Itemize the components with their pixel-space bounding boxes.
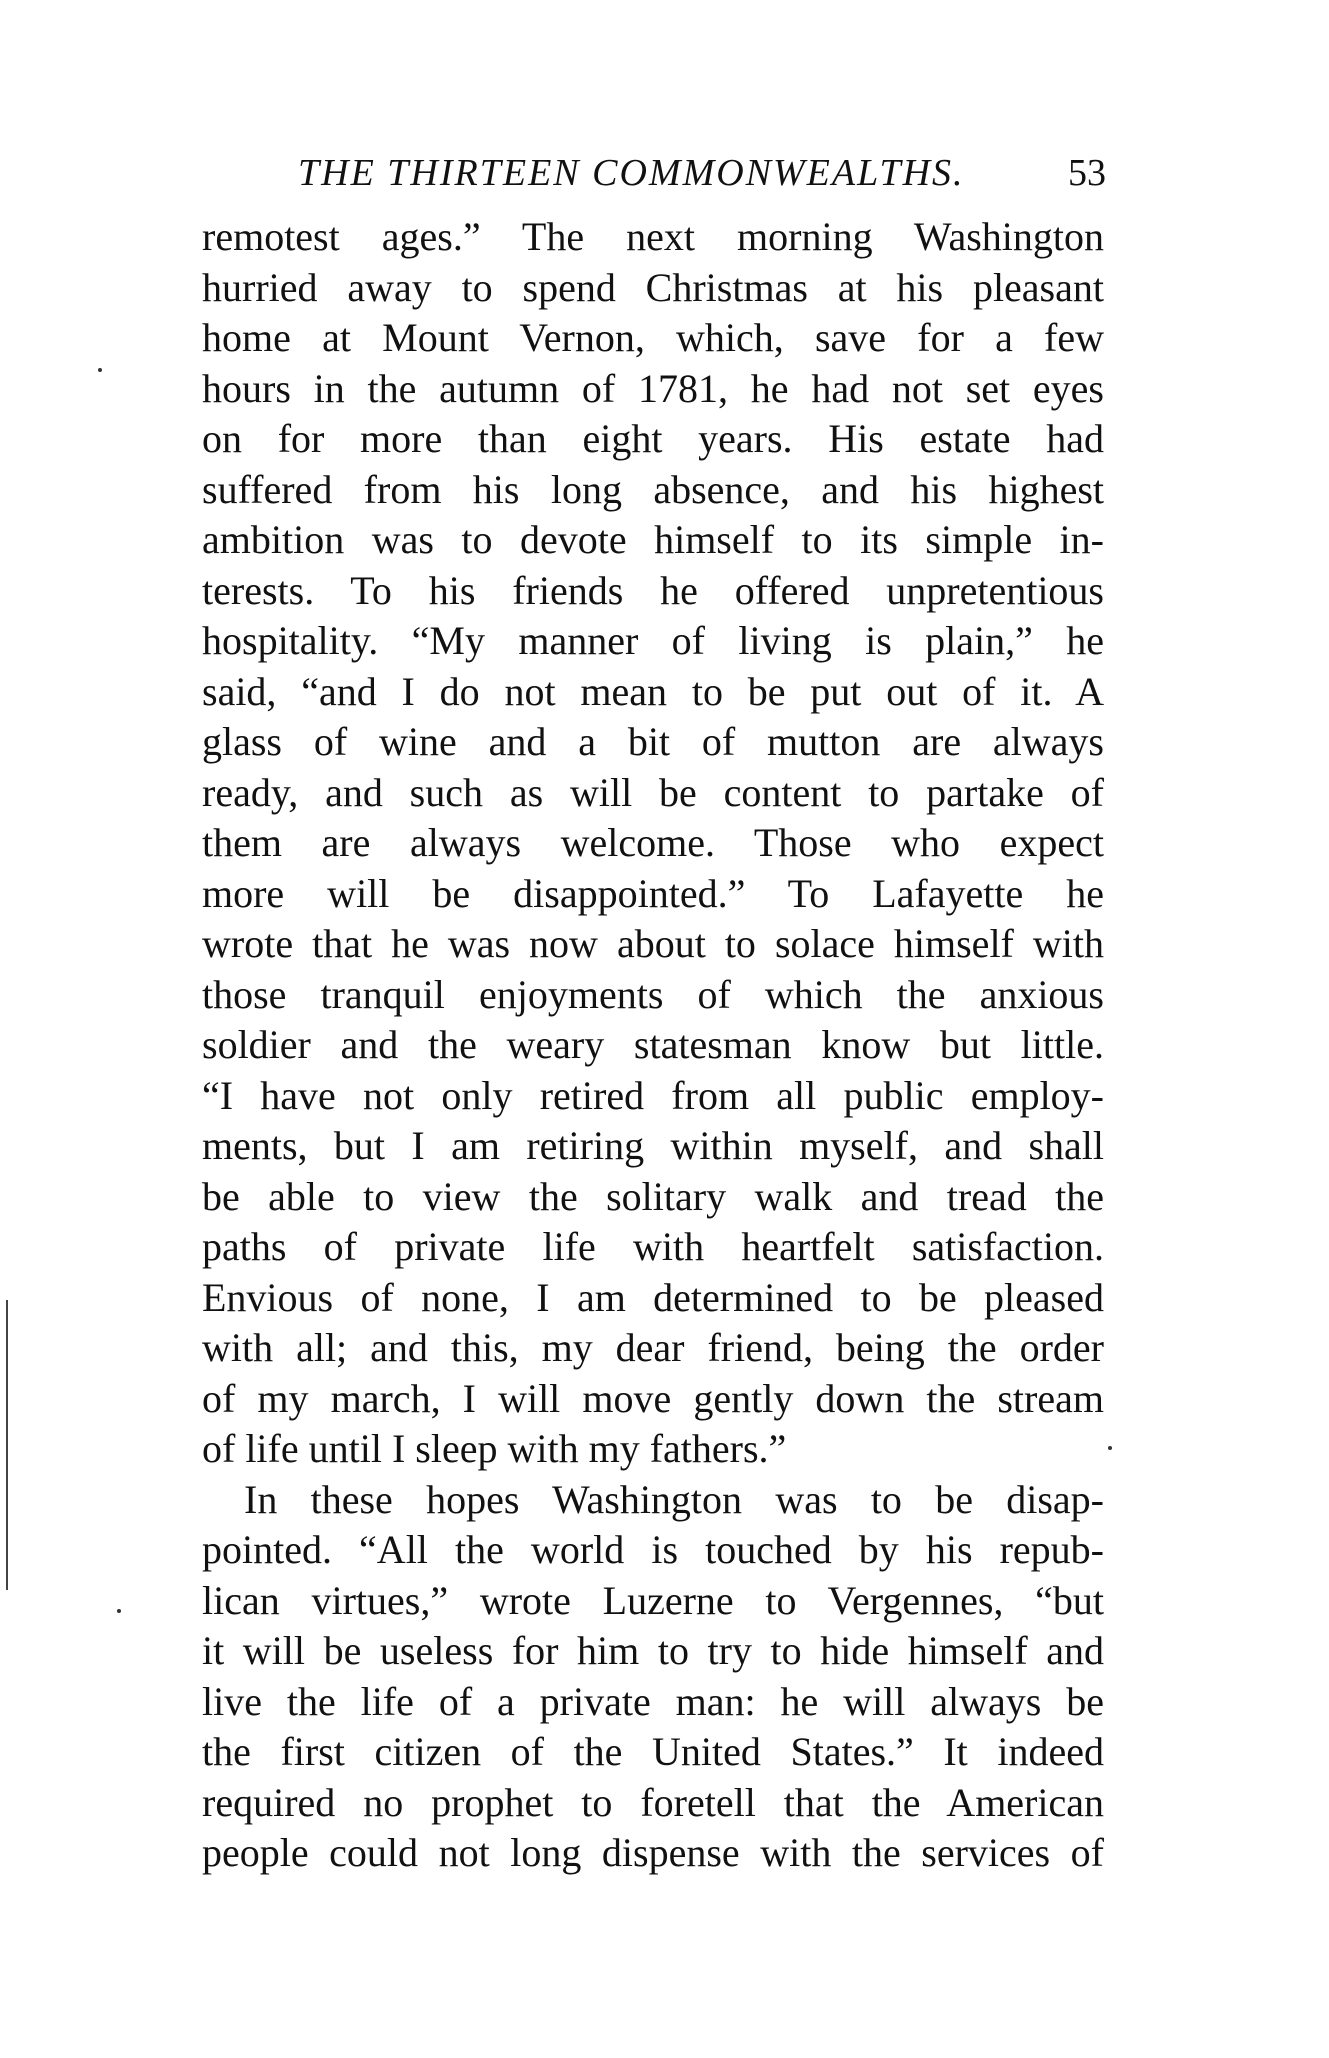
- text-line: it will be useless for him to try to hide himself and: [202, 1628, 1104, 1673]
- text-line: with all; and this, my dear friend, being the order: [202, 1325, 1104, 1370]
- scan-margin-mark: [6, 1300, 8, 1590]
- text-line: suffered from his long absence, and his highest: [202, 466, 1104, 512]
- text-line: hospitality. “My manner of living is plain,” he: [202, 618, 1104, 663]
- text-line: remotest ages.” The next morning Washington: [202, 214, 1104, 259]
- body-text: [202, 212, 1104, 1879]
- text-line: soldier and the weary statesman know but little.: [202, 1022, 1104, 1067]
- text-line: of my march, I will move gently down the stream: [202, 1375, 1104, 1421]
- text-line: hurried away to spend Christmas at his pleasant: [202, 264, 1104, 310]
- text-line: of life until I sleep with my fathers.”: [202, 1426, 787, 1471]
- text-line: lican virtues,” wrote Luzerne to Vergennes, “but: [202, 1577, 1104, 1623]
- text-line: the first citizen of the United States.” It indeed: [202, 1729, 1104, 1774]
- text-line: terests. To his friends he offered unpretentious: [202, 567, 1104, 613]
- text-line: glass of wine and a bit of mutton are always: [202, 719, 1104, 764]
- text-line: ments, but I am retiring within myself, and shall: [202, 1123, 1104, 1168]
- running-head-title: THE THIRTEEN COMMONWEALTHS.: [298, 152, 965, 194]
- scan-speck: [1108, 1446, 1112, 1450]
- text-line: wrote that he was now about to solace himself with: [202, 921, 1104, 966]
- text-line: ready, and such as will be content to partake of: [202, 769, 1104, 815]
- text-line: “I have not only retired from all public employ-: [202, 1072, 1104, 1118]
- page-number: 53: [1068, 152, 1106, 194]
- text-line: them are always welcome. Those who expect: [202, 820, 1104, 865]
- scan-speck: [98, 368, 102, 372]
- text-line: required no prophet to foretell that the American: [202, 1779, 1104, 1825]
- text-line: ambition was to devote himself to its simple in-: [202, 517, 1104, 562]
- scan-speck: [117, 1609, 121, 1613]
- text-line: home at Mount Vernon, which, save for a few: [202, 315, 1104, 360]
- text-line: paths of private life with heartfelt satisfaction.: [202, 1224, 1104, 1269]
- text-line: on for more than eight years. His estate had: [202, 416, 1104, 461]
- text-line: pointed. “All the world is touched by his repub-: [202, 1527, 1104, 1572]
- text-line: more will be disappointed.” To Lafayette he: [202, 870, 1104, 916]
- text-line: those tranquil enjoyments of which the anxious: [202, 971, 1104, 1017]
- text-line: people could not long dispense with the services of: [202, 1830, 1104, 1875]
- running-head: [298, 148, 1106, 198]
- text-line: hours in the autumn of 1781, he had not set eyes: [202, 365, 1104, 411]
- text-line: live the life of a private man: he will always be: [202, 1678, 1104, 1724]
- paragraph-start-line: In these hopes Washington was to be disap-: [244, 1476, 1104, 1522]
- text-line: said, “and I do not mean to be put out of it. A: [202, 668, 1104, 714]
- text-line: Envious of none, I am determined to be pleased: [202, 1274, 1104, 1320]
- text-line: be able to view the solitary walk and tread the: [202, 1173, 1104, 1219]
